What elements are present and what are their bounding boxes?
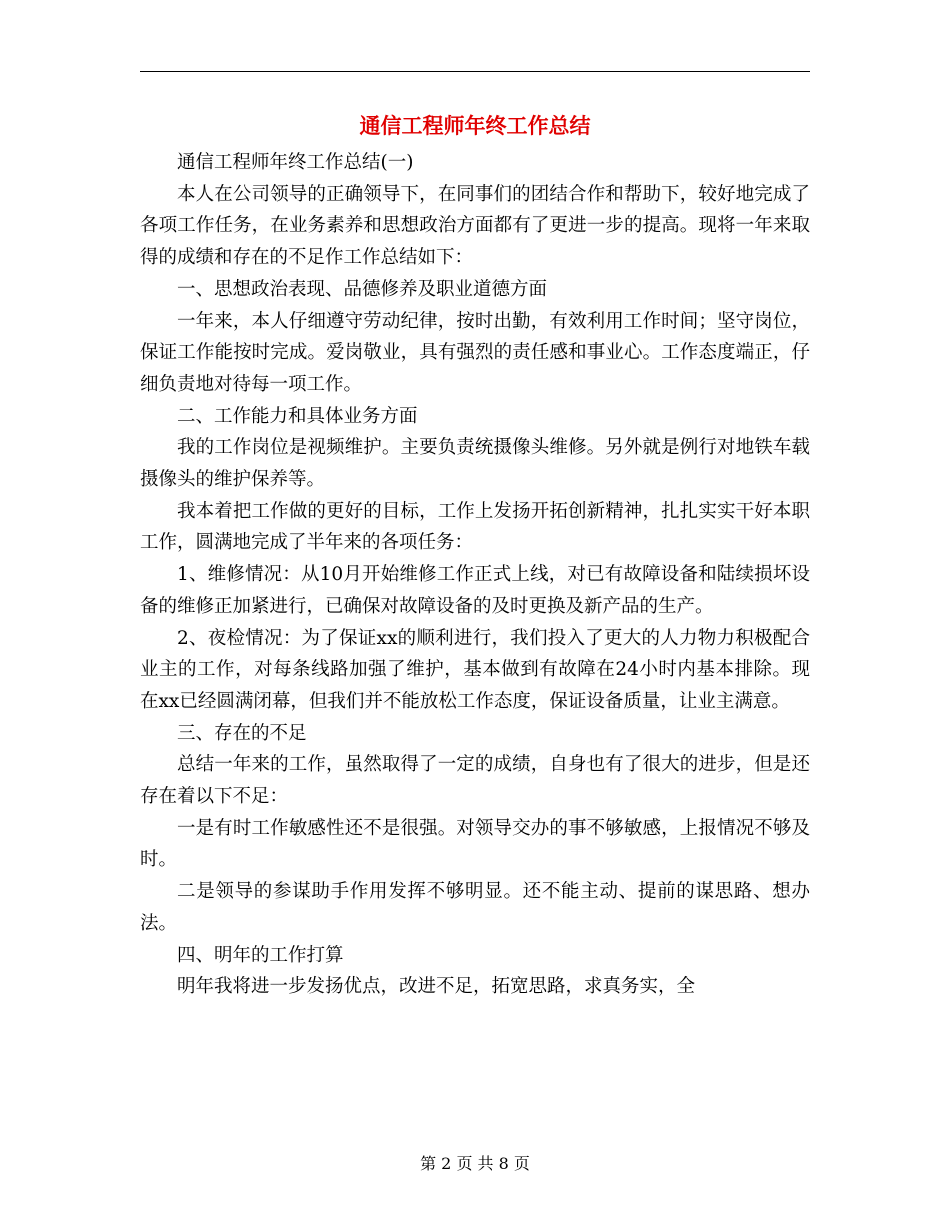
paragraph-night-check: 2、夜检情况：为了保证xx的顺利进行，我们投入了更大的人力物力积极配合业主的工作，对每条线路加强了维护，基本做到有故障在24小时内基本排除。现在xx已经圆满闭幕，但我们并不能放松工作态度，保证设备质量，让业主满意。 — [140, 627, 810, 712]
paragraph-job: 我的工作岗位是视频维护。主要负责统摄像头维修。另外就是例行对地铁车载摄像头的维护保养等。 — [140, 437, 810, 491]
paragraph-shortcoming-2: 二是领导的参谋助手作用发挥不够明显。还不能主动、提前的谋思路、想办法。 — [140, 881, 810, 934]
header-rule — [140, 71, 810, 72]
page-number: 第 2 页 共 8 页 — [420, 1154, 530, 1173]
document-title: 通信工程师年终工作总结 — [359, 113, 591, 138]
paragraph-section-1: 一年来，本人仔细遵守劳动纪律，按时出勤，有效利用工作时间；坚守岗位，保证工作能按时完成。爱岗敬业，具有强烈的责任感和事业心。工作态度端正，仔细负责地对待每一项工作。 — [140, 310, 810, 395]
section-heading-2: 二、工作能力和具体业务方面 — [177, 405, 418, 427]
document-body — [140, 147, 810, 1003]
section-heading-3: 三、存在的不足 — [177, 722, 307, 744]
section-heading-4: 四、明年的工作打算 — [177, 944, 344, 966]
paragraph-intro: 本人在公司领导的正确领导下，在同事们的团结合作和帮助下，较好地完成了各项工作任务，在业务素养和思想政治方面都有了更进一步的提高。现将一年来取得的成绩和存在的不足作工作总结如下： — [140, 183, 810, 269]
paragraph-shortcoming-1: 一是有时工作敏感性还不是很强。对领导交办的事不够敏感，上报情况不够及时。 — [140, 817, 810, 871]
paragraph-shortcomings: 总结一年来的工作，虽然取得了一定的成绩，自身也有了很大的进步，但是还存在着以下不足： — [140, 754, 810, 808]
paragraph-plan: 明年我将进一步发扬优点，改进不足，拓宽思路，求真务实，全 — [177, 976, 696, 998]
paragraph-repair: 1、维修情况：从10月开始维修工作正式上线，对已有故障设备和陆续损坏设备的维修正加紧进行，已确保对故障设备的及时更换及新产品的生产。 — [140, 564, 810, 617]
section-heading-1: 一、思想政治表现、品德修养及职业道德方面 — [177, 278, 548, 300]
paragraph-goal: 我本着把工作做的更好的目标，工作上发扬开拓创新精神，扎扎实实干好本职工作，圆满地完成了半年来的各项任务： — [140, 500, 810, 554]
paragraph-subtitle: 通信工程师年终工作总结(一) — [177, 152, 414, 173]
